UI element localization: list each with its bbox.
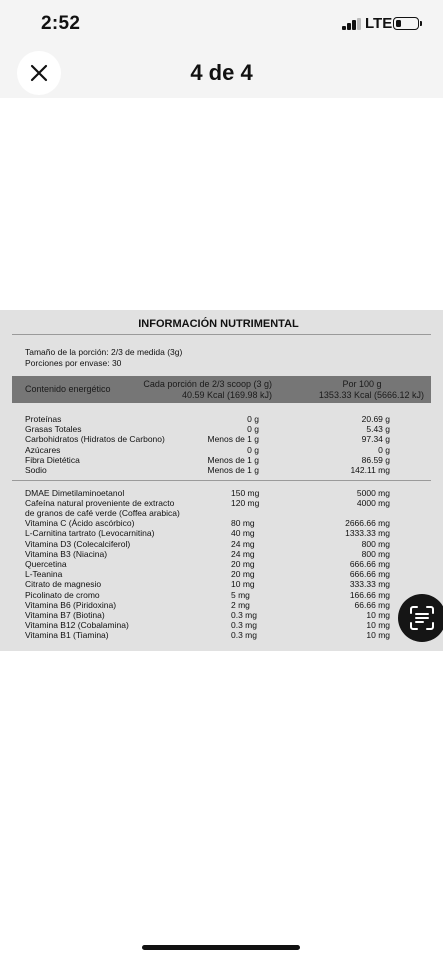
nutrient-name: Picolinato de cromo	[25, 589, 100, 600]
table-row	[0, 620, 443, 630]
per100-value: 800 mg	[361, 538, 390, 549]
portion-value: Menos de 1 g	[207, 464, 259, 475]
nutrient-name: DMAE Dimetilaminoetanol	[25, 488, 125, 498]
table-row	[0, 630, 443, 640]
portion-value: 24 mg	[231, 538, 255, 549]
nutrient-name: Fibra Dietética	[25, 454, 80, 465]
per100-value: 666.66 mg	[349, 558, 390, 569]
per100-value: 2666.66 mg	[345, 518, 390, 529]
per100-value: 666.66 mg	[349, 569, 390, 580]
page-counter: 4 de 4	[190, 60, 253, 85]
table-row	[0, 539, 443, 549]
servings-per-container: Porciones por envase: 30	[25, 358, 122, 368]
nutrient-name: Carbohidratos (Hidratos de Carbono)	[25, 434, 165, 445]
portion-value: 150 mg	[231, 488, 260, 498]
serving-size: Tamaño de la porción: 2/3 de medida (3g)	[25, 347, 183, 357]
table-row	[0, 600, 443, 610]
portion-value: 24 mg	[231, 548, 255, 559]
cellular-signal-icon	[342, 18, 361, 30]
table-row	[0, 424, 443, 434]
table-row	[0, 445, 443, 455]
nutrient-name: Cafeína natural proveniente de extracto	[25, 498, 175, 509]
per100-value: 97.34 g	[361, 434, 390, 445]
portion-value: 0.3 mg	[231, 620, 257, 631]
table-row	[0, 434, 443, 444]
portion-energy: 40.59 Kcal (169.98 kJ)	[181, 390, 272, 400]
portion-value: 120 mg	[231, 498, 260, 509]
network-type: LTE	[365, 15, 393, 32]
nutrient-name: L-Teanina	[25, 569, 63, 580]
table-row	[0, 455, 443, 465]
scan-text-icon	[408, 604, 436, 632]
nutrient-name: Vitamina B1 (Tiamina)	[25, 630, 109, 641]
per100-value: 10 mg	[366, 620, 390, 631]
viewer-header	[0, 48, 443, 98]
portion-value: 80 mg	[231, 518, 255, 529]
nutrient-name: Azúcares	[25, 444, 61, 455]
nutrient-name: Vitamina B6 (Piridoxina)	[25, 599, 117, 610]
table-row	[0, 488, 443, 498]
table-row	[0, 569, 443, 579]
portion-value: 10 mg	[231, 579, 255, 590]
per100-value: 86.59 g	[361, 454, 390, 465]
nutrient-name: Sodio	[25, 464, 47, 475]
table-row	[0, 528, 443, 538]
nutrient-name: Grasas Totales	[25, 424, 82, 435]
per100-value: 5000 mg	[356, 488, 390, 498]
nutrient-name: Vitamina D3 (Colecalciferol)	[25, 538, 131, 549]
divider	[12, 480, 431, 481]
table-row	[0, 414, 443, 424]
nutrient-name: Citrato de magnesio	[25, 579, 102, 590]
nutrient-name: Quercetina	[25, 558, 67, 569]
portion-value: 40 mg	[231, 528, 255, 539]
table-row	[0, 518, 443, 528]
table-row	[0, 465, 443, 475]
scan-text-button[interactable]	[398, 594, 443, 642]
portion-value: Menos de 1 g	[207, 454, 259, 465]
per100-value: 800 mg	[361, 548, 390, 559]
per100-column-title: Por 100 g	[342, 379, 382, 389]
portion-value: 0 g	[247, 414, 259, 424]
battery-level-fill	[396, 20, 401, 27]
portion-value: Menos de 1 g	[207, 434, 259, 445]
energy-label: Contenido energético	[25, 384, 111, 394]
portion-value: 0 g	[247, 444, 259, 455]
table-row	[0, 590, 443, 600]
per100-value: 10 mg	[366, 630, 390, 641]
portion-value: 20 mg	[231, 569, 255, 580]
divider	[12, 334, 431, 335]
portion-value: 5 mg	[231, 589, 250, 600]
macro-nutrients-list	[0, 414, 443, 475]
per100-value: 20.69 g	[361, 414, 390, 424]
table-row	[0, 610, 443, 620]
portion-value: 0.3 mg	[231, 630, 257, 641]
per100-value: 142.11 mg	[350, 464, 390, 475]
status-bar	[0, 0, 443, 48]
portion-value: 0 g	[247, 424, 259, 435]
per100-value: 10 mg	[366, 609, 390, 620]
nutrient-name: L-Carnitina tartrato (Levocarnitina)	[25, 528, 155, 539]
nutrient-name: Proteínas	[25, 414, 62, 424]
battery-icon	[393, 17, 419, 30]
portion-value: 0.3 mg	[231, 609, 257, 620]
per100-value: 0 g	[378, 444, 390, 455]
per100-value: 4000 mg	[356, 498, 390, 509]
portion-value: 2 mg	[231, 599, 250, 610]
table-row	[0, 498, 443, 518]
nutrient-name: de granos de café verde (Coffea arabica)	[25, 508, 180, 519]
active-ingredients-list	[0, 488, 443, 640]
nutrient-name: Vitamina B12 (Cobalamina)	[25, 620, 129, 631]
nutrient-name: Vitamina B7 (Biotina)	[25, 609, 105, 620]
energy-header-row	[12, 376, 431, 403]
table-row	[0, 549, 443, 559]
per100-energy: 1353.33 Kcal (5666.12 kJ)	[318, 390, 424, 400]
table-row	[0, 559, 443, 569]
nutrient-name: Vitamina B3 (Niacina)	[25, 548, 108, 559]
per100-value: 333.33 mg	[349, 579, 390, 590]
table-row	[0, 579, 443, 589]
per100-value: 66.66 mg	[354, 599, 390, 610]
portion-value: 20 mg	[231, 558, 255, 569]
per100-value: 166.66 mg	[349, 589, 390, 600]
nutrient-name: Vitamina C (Ácido ascórbico)	[25, 518, 135, 529]
home-indicator[interactable]	[142, 945, 300, 950]
portion-column-title: Cada porción de 2/3 scoop (3 g)	[143, 379, 272, 389]
per100-value: 1333.33 mg	[345, 528, 390, 539]
status-time: 2:52	[41, 13, 81, 34]
label-title: INFORMACIÓN NUTRIMENTAL	[138, 318, 299, 330]
per100-value: 5.43 g	[366, 424, 390, 435]
